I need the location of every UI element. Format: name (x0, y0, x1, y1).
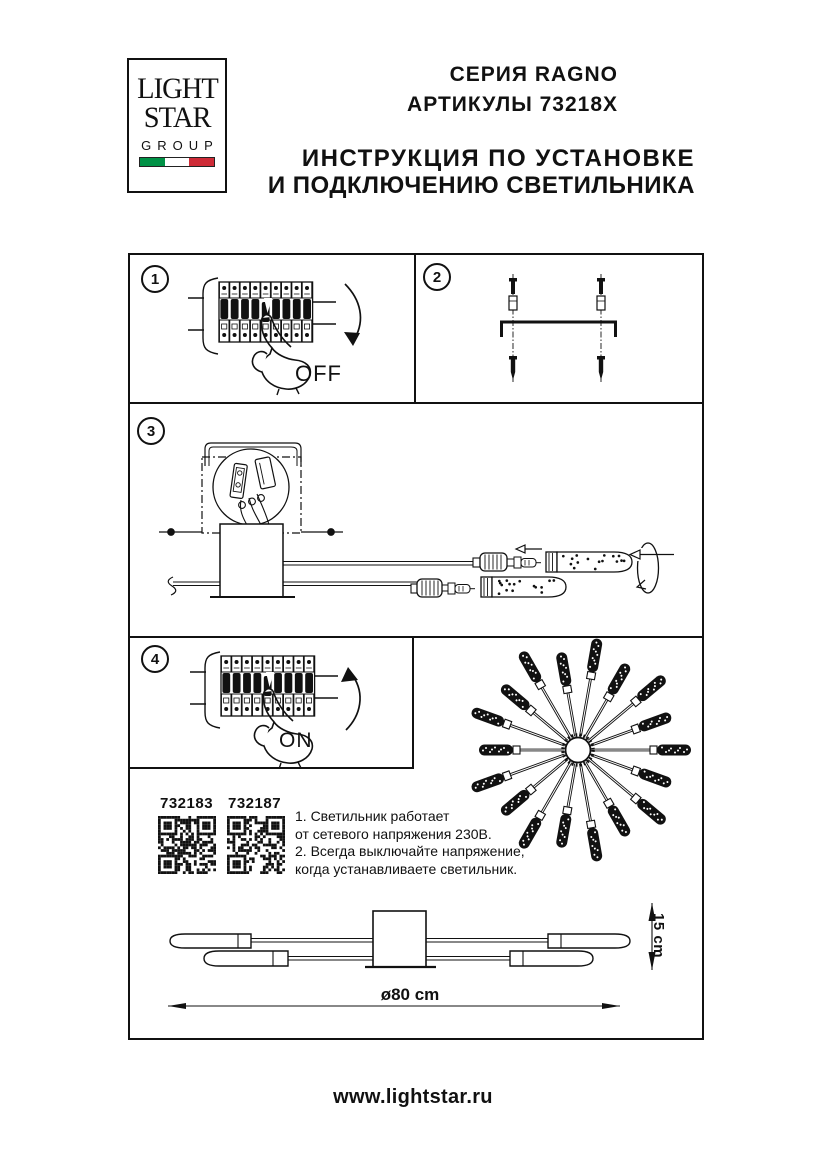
height-dimension: 15 cm (650, 913, 667, 959)
step-1-badge: 1 (141, 265, 169, 293)
breaker-off-illustration (140, 262, 410, 397)
logo-star: STAR (143, 101, 211, 134)
article-code-1: 732183 (160, 795, 214, 812)
qr-code-1 (158, 816, 216, 874)
on-label: ON (279, 729, 313, 752)
breaker-on-illustration (142, 636, 412, 767)
lightstar-logo (127, 58, 227, 193)
step-2-badge: 2 (423, 263, 451, 291)
qr-code-2 (227, 816, 285, 874)
instruction-title-line2: И ПОДКЛЮЧЕНИЮ СВЕТИЛЬНИКА (267, 172, 695, 199)
step-4-badge: 4 (141, 645, 169, 673)
divider-horizontal-1 (128, 402, 704, 404)
note-line: когда устанавливаете светильник. (295, 860, 518, 877)
divider-vertical-1 (414, 253, 416, 404)
note-line: 1. Светильник работает (295, 808, 450, 824)
mounting-bracket-illustration (480, 270, 660, 388)
logo-group: GROUP (141, 138, 219, 153)
off-label: OFF (295, 361, 342, 386)
series-title: СЕРИЯ RAGNO (449, 63, 618, 86)
step-3-badge: 3 (137, 417, 165, 445)
note-line: 2. Всегда выключайте напряжение, (295, 843, 525, 859)
safety-notes (295, 808, 535, 878)
panel4-right-border (412, 636, 414, 769)
instruction-title-line1: ИНСТРУКЦИЯ ПО УСТАНОВКЕ (301, 145, 695, 172)
note-line: от сетевого напряжения 230В. (295, 825, 492, 842)
panel4-bottom-border (128, 767, 414, 769)
wiring-assembly-illustration (135, 408, 701, 630)
italian-flag-icon (139, 157, 215, 167)
diameter-dimension: ø80 cm (380, 985, 440, 1004)
article-code-2: 732187 (228, 795, 282, 812)
articles-title: АРТИКУЛЫ 73218X (407, 93, 618, 116)
website-url: www.lightstar.ru (333, 1086, 493, 1108)
logo-light: LIGHT (136, 72, 218, 105)
